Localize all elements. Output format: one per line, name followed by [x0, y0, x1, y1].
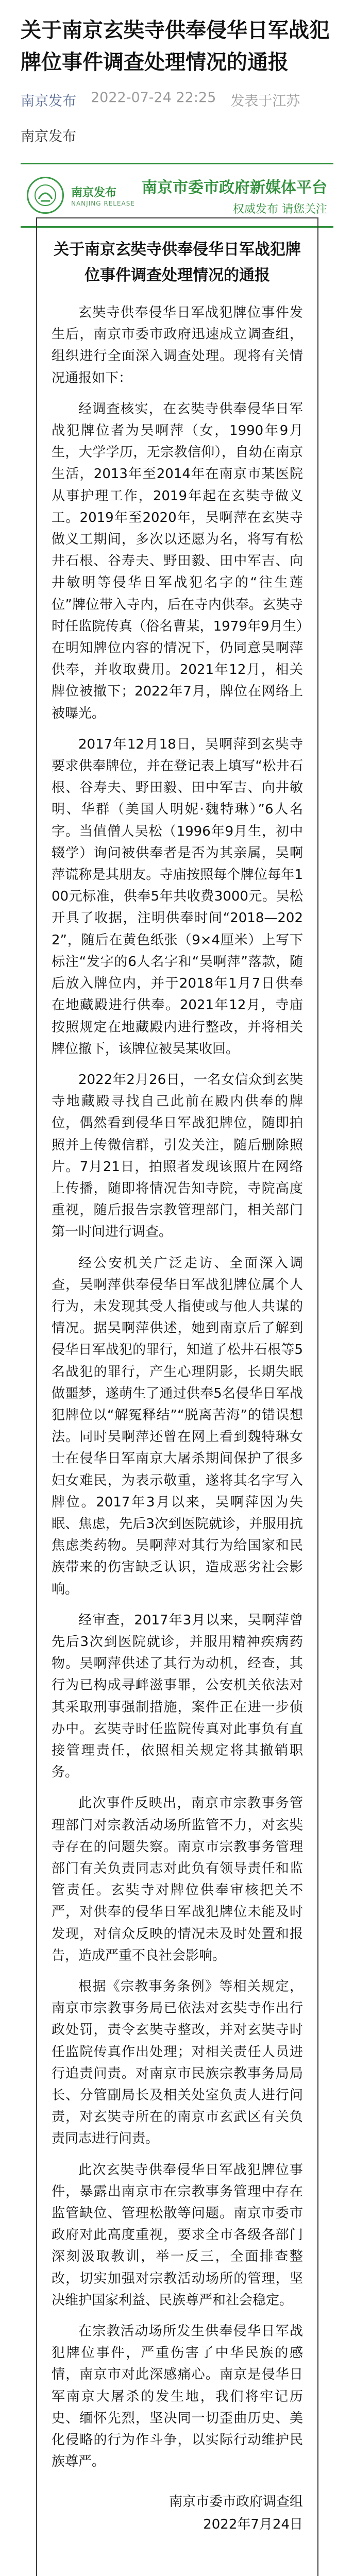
article-header [0, 0, 354, 145]
notice-paragraph: 玄奘寺供奉侵华日军战犯牌位事件发生后，南京市委市政府迅速成立调查组，组织进行全面深入调查处理。现将有关情况通报如下： [52, 305, 303, 386]
notice-document [36, 217, 318, 2576]
notice-signature [52, 2490, 303, 2536]
banner-logo [21, 177, 135, 214]
publish-location: 发表于江苏 [230, 93, 300, 109]
publish-datetime: 2022-07-24 22:25 [91, 90, 216, 106]
sign-date: 2022年7月24日 [203, 2516, 303, 2532]
notice-paragraph: 此次玄奘寺供奉侵华日军战犯牌位事件，暴露出南京市在宗教事务管理中存在监管缺位、管理松散等问题。南京市委市政府对此高度重视，要求全市各级各部门深刻汲取教训，举一反三，全面排查整改，切实加强对宗教活动场所的管理，坚决维护国家利益、民族尊严和社会稳定。 [52, 2162, 303, 2308]
logo-emblem-icon [27, 177, 64, 214]
notice-paragraph: 2022年2月26日，一名女信众到玄奘寺地藏殿寻找自己此前在殿内供奉的牌位，偶然看到侵华日军战犯牌位，随即拍照并上传微信群，引发关注，随后删除照片。7月21日，拍照者发现该照片在网络上传播，随即将情况告知寺院，寺院高度重视，随后报告宗教管理部门，相关部门第一时间进行调查。 [52, 1072, 303, 1240]
sign-organization: 南京市委市政府调查组 [168, 2494, 303, 2510]
account-name-link[interactable]: 南京发布 [21, 93, 76, 109]
page-title: 关于南京玄奘寺供奉侵华日军战犯牌位事件调查处理情况的通报 [21, 19, 330, 74]
banner-slogan: 权威发布 请您关注 [233, 202, 327, 216]
notice-paragraph: 经公安机关广泛走访、全面深入调查，吴啊萍供奉侵华日军战犯牌位属个人行为，未发现其受人指使或与他人共谋的情况。据吴啊萍供述，她到南京后了解到侵华日军战犯的罪行，知道了松井石根等5名战犯的罪行，产生心理阴影，长期失眠做噩梦，遂萌生了通过供奉5名侵华日军战犯牌位以“解冤释结”“脱离苦海”的错误想法。同时吴啊萍还曾在网上看到魏特琳女士在侵华日军南京大屠杀期间保护了很多妇女难民，为表示敬重，遂将其名字写入牌位。2017年3月以来，吴啊萍因为失眠、焦虑，先后3次到医院就诊，并服用抗焦虑类药物。吴啊萍对其行为给国家和民族带来的伤害缺乏认识，造成恶劣社会影响。 [52, 1255, 303, 1597]
logo-name: 南京发布 [71, 186, 117, 199]
notice-paragraph: 经调查核实，在玄奘寺供奉侵华日军战犯牌位者为吴啊萍（女，1990年9月生，大学学历，无宗教信仰），自幼在南京生活，2013年至2014年在南京市某医院从事护理工作，2019年起在玄奘寺做义工。2019年至2020年，吴啊萍在玄奘寺做义工期间，多次以还愿为名，将写有松井石根、谷寿夫、野田毅、田中军吉、向井敏明等侵华日军战犯名字的“往生莲位”牌位带入寺内，后在寺内供奉。玄奘寺时任监院传真（俗名曹某，1979年9月生）在明知牌位内容的情况下，仍同意吴啊萍供奉，并收取费用。2021年12月，相关牌位被撤下；2022年7月，牌位在网络上被曝光。 [52, 401, 303, 721]
notice-paragraph: 经审查，2017年3月以来，吴啊萍曾先后3次到医院就诊，并服用精神疾病药物。吴啊萍供述了其行为动机，经查，其行为已构成寻衅滋事罪，公安机关依法对其采取刑事强制措施，案件正在进一步侦办中。玄奘寺时任监院传真对此事负有直接管理责任，依照相关规定将其撤销职务。 [52, 1612, 303, 1781]
banner-text [142, 175, 333, 216]
notice-paragraph: 此次事件反映出，南京市宗教事务管理部门对宗教活动场所监管不力，对玄奘寺存在的问题失察。南京市宗教事务管理部门有关负责同志对此负有领导责任和监管责任。玄奘寺对牌位供奉审核把关不严，对供奉的侵华日军战犯牌位未能及时发现，对信众反映的情况未及时处置和报告，造成严重不良社会影响。 [52, 1795, 303, 1963]
article-author: 南京发布 [21, 129, 76, 145]
notice-paragraph: 根据《宗教事务条例》等相关规定，南京市宗教事务局已依法对玄奘寺作出行政处罚，责令玄奘寺整改，并对玄奘寺时任监院传真作出处理；对相关责任人员进行追责问责。对南京市民族宗教事务局局长、分管副局长及相关处室负责人进行问责，对玄奘寺所在的南京市玄武区有关负责同志进行问责。 [52, 1979, 303, 2147]
notice-paragraph: 2017年12月18日，吴啊萍到玄奘寺要求供奉牌位，并在登记表上填写“松井石根、谷寿夫、野田毅、田中军吉、向井敏明、华群（美国人明妮·魏特琳）”6人名字。当值僧人吴松（1996年9月生，初中辍学）询问被供奉者是否为其亲属，吴啊萍谎称是其朋友。寺庙按照每个牌位每年100元标准，供奉5年共收费3000元。吴松开具了收据，注明供奉时间“2018—2022”，随后在黄色纸张（9×4厘米）上写下标注“发字的6人名字和“吴啊萍”落款，随后放入牌位内，并于2018年1月7日供奉在地藏殿进行供奉。2021年12月，寺庙按照规定在地藏殿内进行整改，并将相关牌位撤下，该牌位被吴某收回。 [52, 736, 303, 1057]
logo-subtitle: NANJING RELEASE [71, 199, 135, 207]
banner-platform: 南京市委市政府新媒体平台 [142, 178, 327, 197]
notice-paragraph: 在宗教活动场所发生供奉侵华日军战犯牌位事件，严重伤害了中华民族的感情，南京市对此深感痛心。南京是侵华日军南京大屠杀的发生地，我们将牢记历史、缅怀先烈，坚决同一切歪曲历史、美化侵略的行为作斗争，以实际行动维护民族尊严。 [52, 2324, 303, 2470]
notice-title: 关于南京玄奘寺供奉侵华日军战犯牌位事件调查处理情况的通报 [54, 241, 301, 284]
article-meta [21, 90, 333, 110]
